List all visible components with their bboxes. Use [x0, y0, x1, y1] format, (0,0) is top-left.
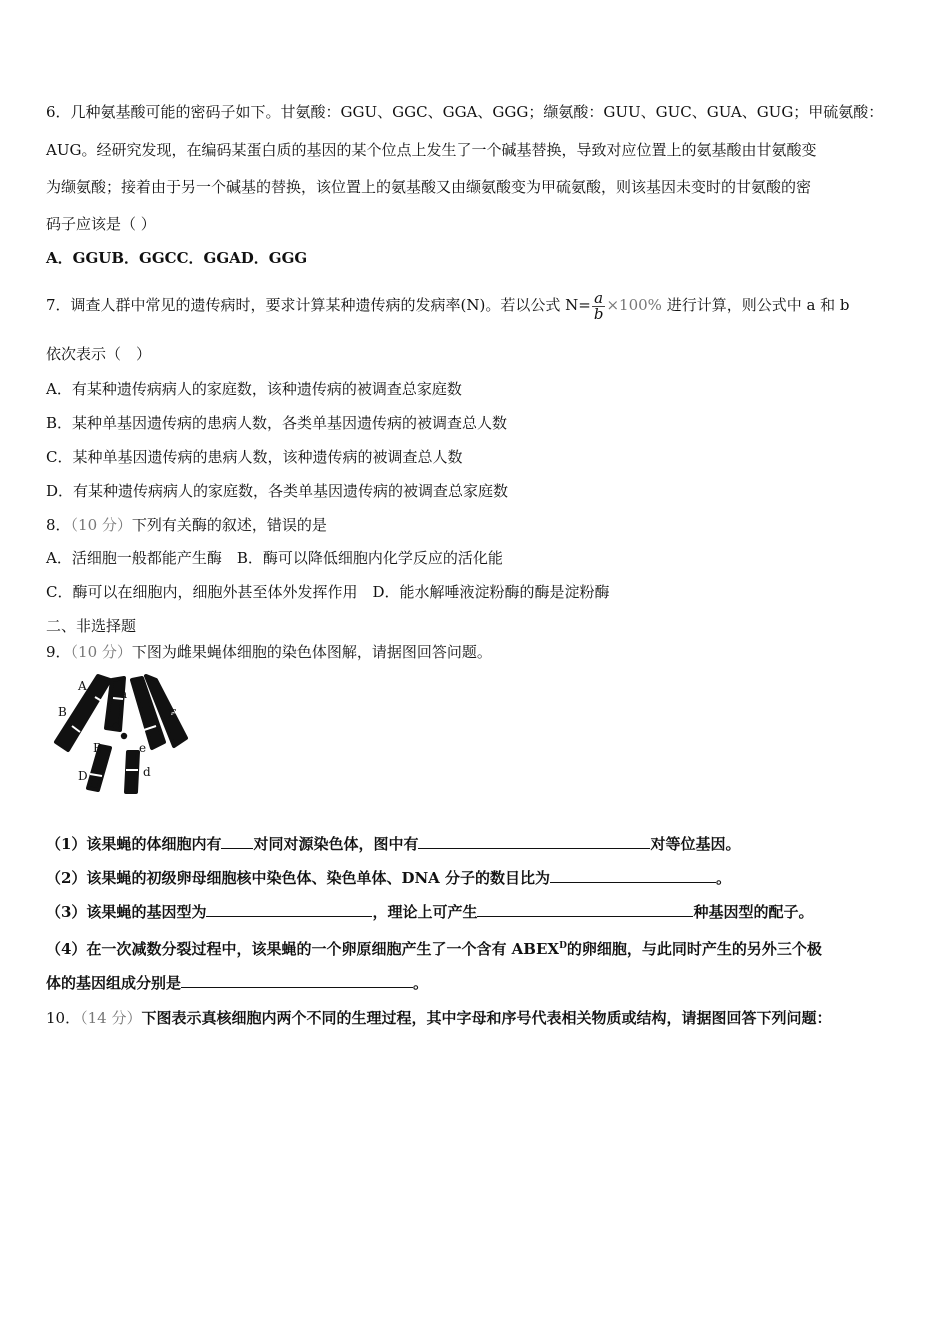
gene-label: A — [78, 679, 87, 693]
q8-options-ab: A．活细胞一般都能产生酶 B．酶可以降低细胞内化学反应的活化能 — [46, 549, 503, 567]
q7-frac-numerator: a — [592, 291, 606, 307]
q6-options: A．GGUB．GGCC．GGAD．GGG — [46, 249, 308, 267]
q6-line-4: 码子应该是（ ） — [46, 215, 156, 233]
q10-score: （14 分） — [80, 1009, 142, 1027]
q7-times-100: ×100% — [606, 296, 662, 314]
gene-label: d — [143, 765, 151, 779]
q9-part-4-cont — [46, 973, 428, 993]
q8-stem — [46, 515, 327, 535]
q10-number: 10． — [46, 1009, 81, 1027]
q9-p4-text-a: （4）在一次减数分裂过程中，该果蝇的一个卵原细胞产生了一个含有 ABEX — [46, 940, 560, 958]
gene-label: D — [78, 769, 88, 783]
answer-blank[interactable] — [550, 868, 716, 883]
q7-stem — [46, 287, 850, 323]
q7-fraction — [592, 288, 606, 323]
gene-label: B — [58, 705, 67, 719]
q9-p1-text-c: 对等位基因。 — [650, 835, 741, 853]
gene-label: E — [168, 707, 177, 721]
q7-option-c: C．某种单基因遗传病的患病人数，该种遗传病的被调查总人数 — [46, 448, 463, 466]
q10-stem — [46, 1008, 831, 1028]
q9-p4-text-b: 的卵细胞，与此同时产生的另外三个极 — [566, 940, 822, 958]
q7-stem-end: 进行计算，则公式中 a 和 b — [666, 296, 850, 314]
q9-p1-text-a: （1）该果蝇的体细胞内有 — [46, 835, 222, 853]
q9-part-2 — [46, 868, 731, 888]
gene-label: B — [93, 741, 102, 755]
q9-p3-text-a: （3）该果蝇的基因型为 — [46, 903, 207, 921]
q9-part-3 — [46, 902, 813, 922]
answer-blank[interactable] — [206, 902, 372, 917]
q9-part-4 — [46, 936, 822, 959]
q9-stem — [46, 642, 492, 662]
q9-score: （10 分） — [70, 643, 132, 661]
gene-label: e — [139, 741, 147, 755]
answer-blank[interactable] — [221, 834, 253, 849]
section-heading: 二、非选择题 — [46, 617, 137, 635]
q9-number: 9． — [46, 643, 71, 661]
answer-blank[interactable] — [477, 902, 693, 917]
answer-blank[interactable] — [181, 973, 413, 988]
q9-p3-text-c: 种基因型的配子。 — [693, 903, 814, 921]
q7-stem-start: 7．调查人群中常见的遗传病时，要求计算某种遗传病的发病率(N)。若以公式 N= — [46, 296, 591, 314]
q9-p1-text-b: 对同对源染色体，图中有 — [253, 835, 419, 853]
small-chromosome-dot — [113, 723, 119, 729]
q9-p2-text-a: （2）该果蝇的初级卵母细胞核中染色体、染色单体、DNA 分子的数目比为 — [46, 869, 551, 887]
q9-p4-text-d: 。 — [413, 974, 429, 992]
q10-text: 下图表示真核细胞内两个不同的生理过程，其中字母和序号代表相关物质或结构，请据图回答下列问题： — [141, 1009, 832, 1027]
q7-option-a: A．有某种遗传病病人的家庭数，该种遗传病的被调查总家庭数 — [46, 380, 462, 398]
small-chromosome-dot — [121, 733, 127, 739]
chromosome-d — [126, 752, 138, 792]
q8-number: 8． — [46, 516, 71, 534]
q9-text: 下图为雌果蝇体细胞的染色体图解，请据图回答问题。 — [131, 643, 492, 661]
q8-text: 下列有关酶的叙述，错误的是 — [131, 516, 327, 534]
q8-score: （10 分） — [70, 516, 132, 534]
answer-blank[interactable] — [418, 834, 650, 849]
q7-option-b: B．某种单基因遗传病的患病人数，各类单基因遗传病的被调查总人数 — [46, 414, 508, 432]
chromosome-figure — [50, 670, 192, 798]
q9-p4-superscript: D — [559, 941, 567, 951]
q9-p4-text-c: 体的基因组成分别是 — [46, 974, 182, 992]
q6-line-2: AUG。经研究发现，在编码某蛋白质的基因的某个位点上发生了一个碱基替换，导致对应位置上的氨基酸由甘氨酸变 — [46, 141, 817, 159]
q9-p3-text-b: ，理论上可产生 — [372, 903, 478, 921]
q9-part-1 — [46, 834, 740, 854]
q8-options-cd: C．酶可以在细胞内，细胞外甚至体外发挥作用 D．能水解唾液淀粉酶的酶是淀粉酶 — [46, 583, 610, 601]
q9-p2-text-b: 。 — [716, 869, 732, 887]
gene-label: a — [120, 687, 128, 701]
q6-line-3: 为缬氨酸；接着由于另一个碱基的替换，该位置上的氨基酸又由缬氨酸变为甲硫氨酸，则该基因未变时的甘氨酸的密 — [46, 178, 812, 196]
q7-frac-denominator: b — [593, 304, 604, 323]
q6-line-1: 6．几种氨基酸可能的密码子如下。甘氨酸：GGU、GGC、GGA、GGG；缬氨酸：GUU、GUC、GUA、GUG；甲硫氨酸： — [46, 103, 884, 121]
q7-line-2: 依次表示（ ） — [46, 345, 152, 363]
q7-option-d: D．有某种遗传病病人的家庭数，各类单基因遗传病的被调查总家庭数 — [46, 482, 509, 500]
